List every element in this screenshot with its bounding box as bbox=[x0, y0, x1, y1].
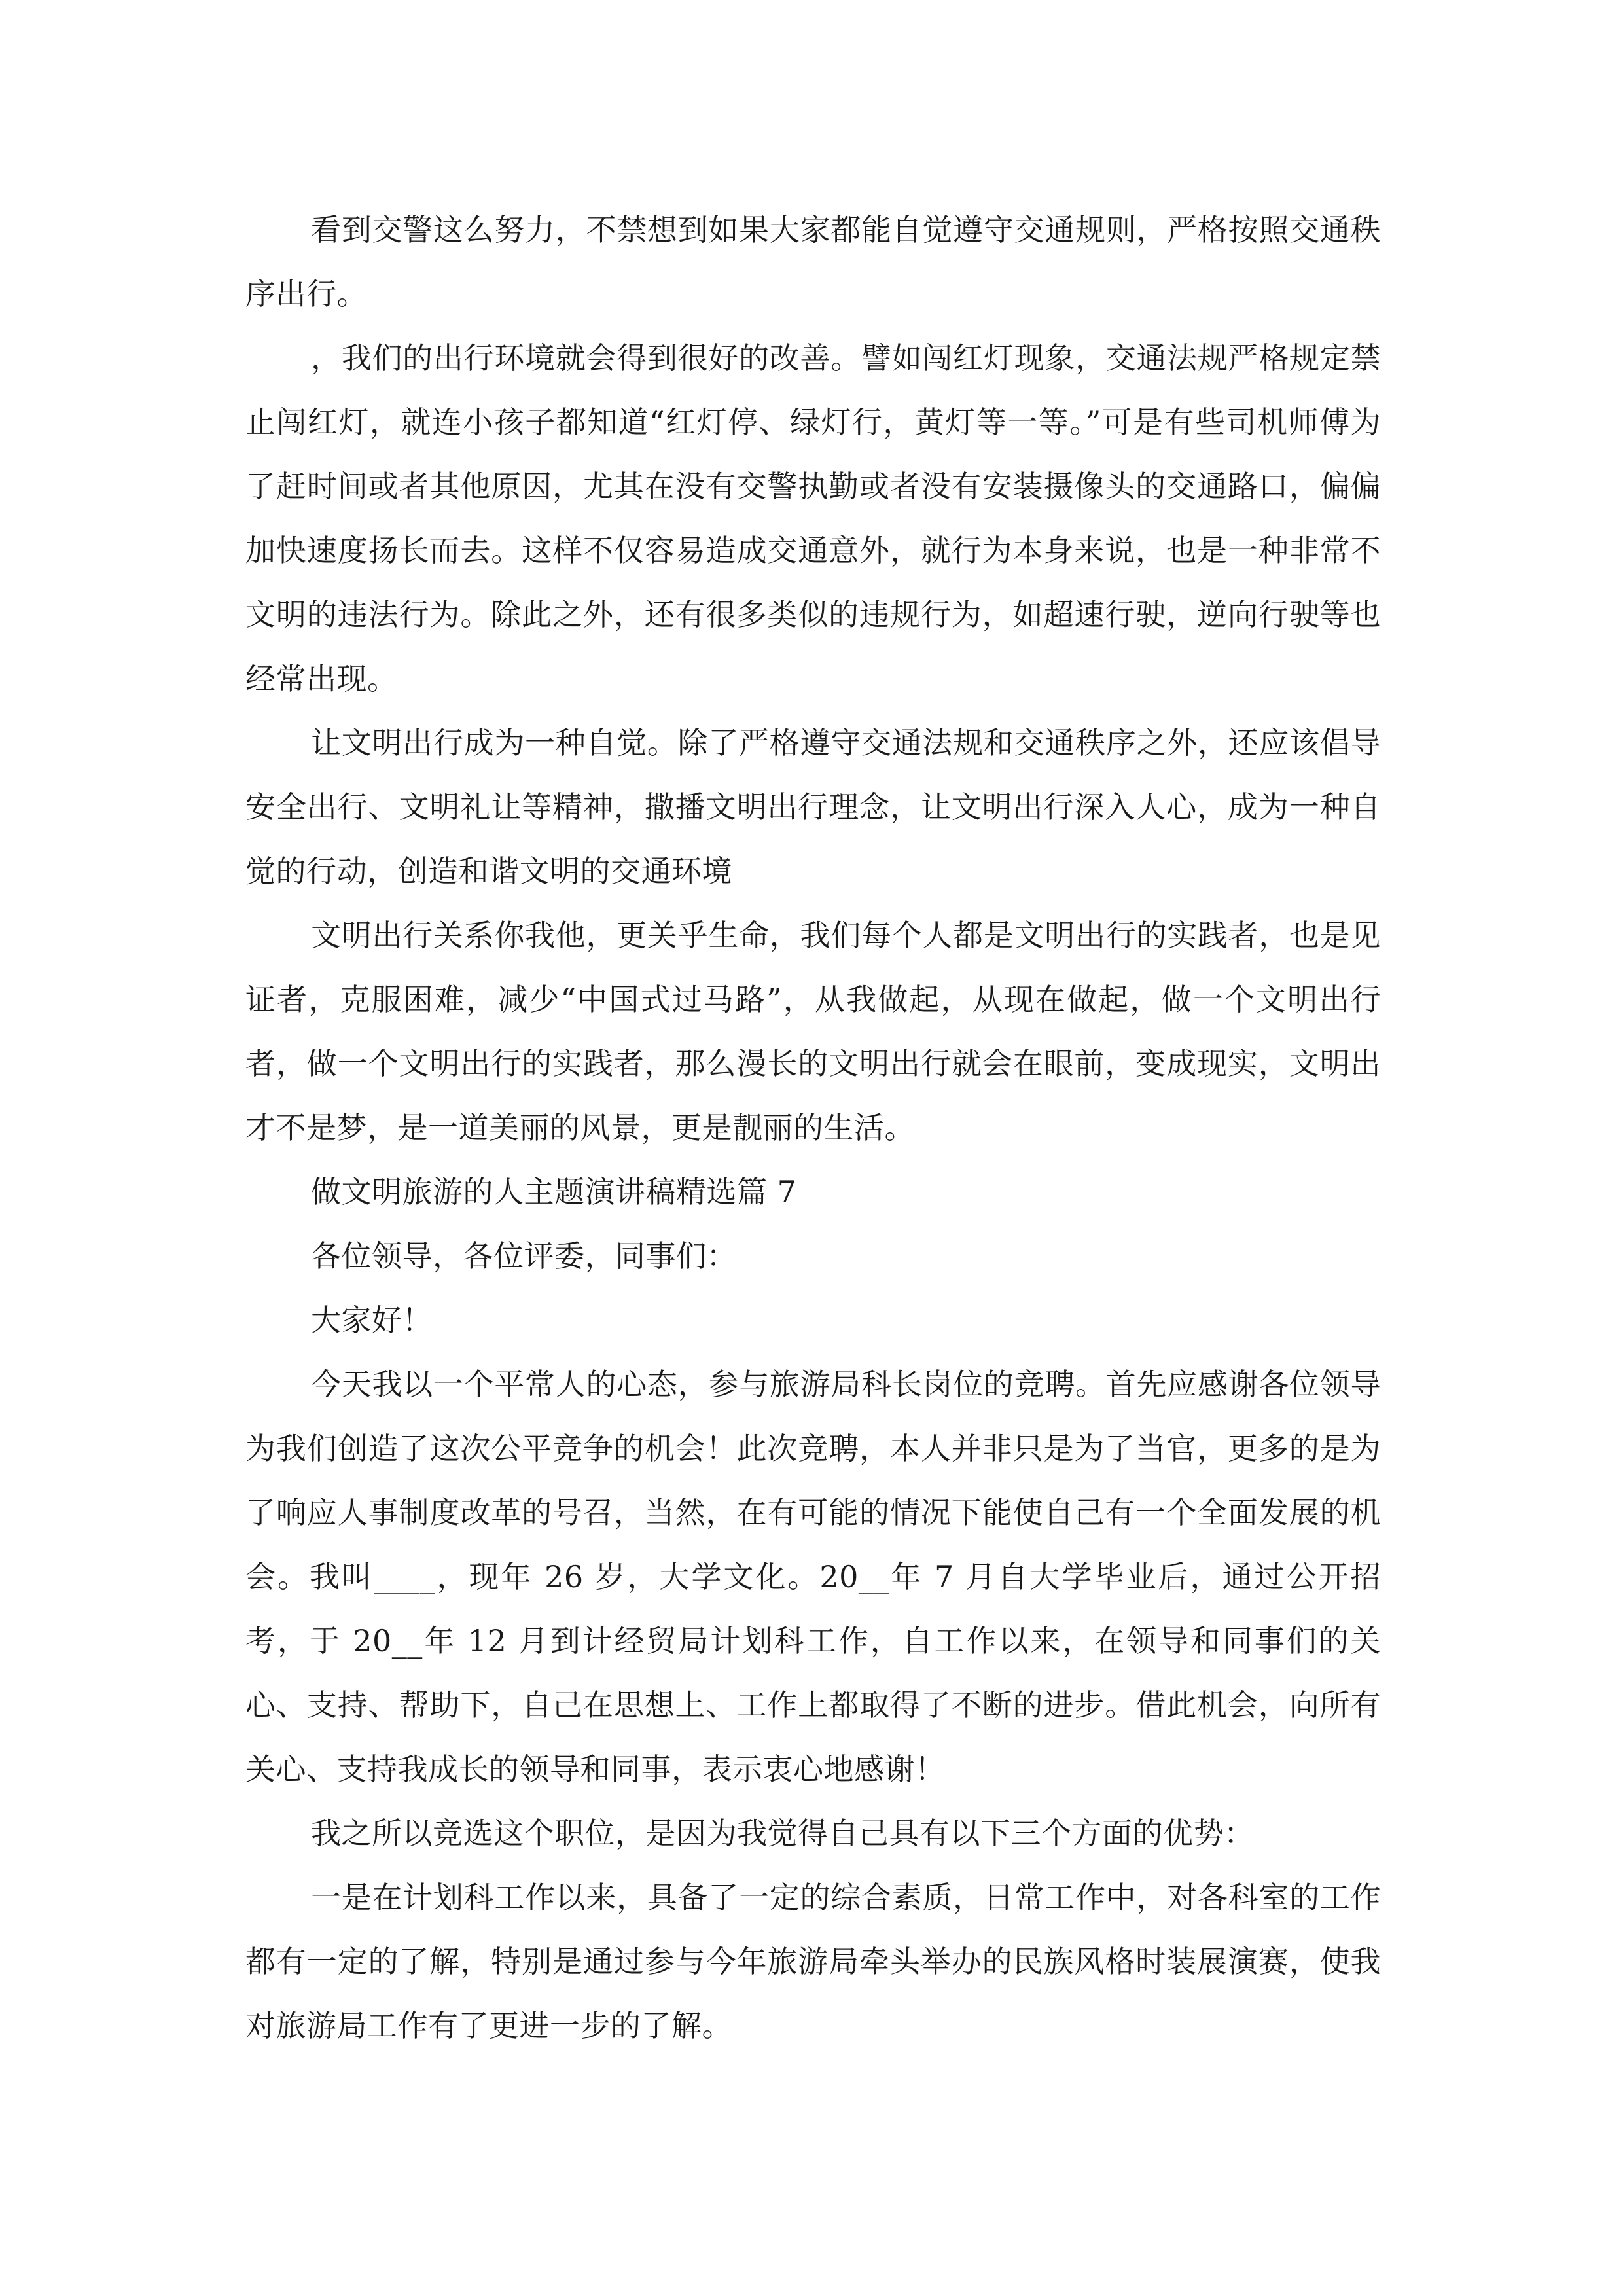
paragraph-4: 文明出行关系你我他，更关乎生命，我们每个人都是文明出行的实践者，也是见证者，克服困难，减少“中国式过马路”，从我做起，从现在做起，做一个文明出行者，做一个文明出行的实践者，那么漫长的文明出行就会在眼前，变成现实，文明出才不是梦，是一道美丽的风景，更是靓丽的生活。 bbox=[245, 918, 1381, 1145]
section-title: 做文明旅游的人主题演讲稿精选篇 7 bbox=[311, 1174, 797, 1210]
paragraph-7: 一是在计划科工作以来，具备了一定的综合素质，日常工作中，对各科室的工作都有一定的了解，特别是通过参与今年旅游局牵头举办的民族风格时装展演赛，使我对旅游局工作有了更进一步的了解。 bbox=[245, 1880, 1381, 2043]
document-body bbox=[245, 198, 1381, 2058]
paragraph-5: 今天我以一个平常人的心态，参与旅游局科长岗位的竞聘。首先应感谢各位领导为我们创造了这次公平竞争的机会！此次竞聘，本人并非只是为了当官，更多的是为了响应人事制度改革的号召，当然，在有可能的情况下能使自己有一个全面发展的机会。我叫____，现年 26 岁，大学文化。20__年 7 月自大学毕业后，通过公开招考，于 20__年 12 月到计经贸局计划科工作，自工作以来，在领导和同事们的关心、支持、帮助下，自己在思想上、工作上都取得了不断的进步。借此机会，向所有关心、支持我成长的领导和同事，表示衷心地感谢！ bbox=[245, 1367, 1381, 1787]
greeting: 大家好！ bbox=[311, 1302, 433, 1338]
paragraph-1: 看到交警这么努力，不禁想到如果大家都能自觉遵守交通规则，严格按照交通秩序出行。 bbox=[245, 212, 1381, 312]
paragraph-6: 我之所以竞选这个职位，是因为我觉得自己具有以下三个方面的优势： bbox=[311, 1816, 1255, 1851]
paragraph-2: ，我们的出行环境就会得到很好的改善。譬如闯红灯现象，交通法规严格规定禁止闯红灯，就连小孩子都知道“红灯停、绿灯行，黄灯等一等。”可是有些司机师傅为了赶时间或者其他原因，尤其在没有交警执勤或者没有安装摄像头的交通路口，偏偏加快速度扬长而去。这样不仅容易造成交通意外，就行为本身来说，也是一种非常不文明的违法行为。除此之外，还有很多类似的违规行为，如超速行驶，逆向行驶等也经常出现。 bbox=[245, 340, 1381, 696]
paragraph-3: 让文明出行成为一种自觉。除了严格遵守交通法规和交通秩序之外，还应该倡导安全出行、文明礼让等精神，撒播文明出行理念，让文明出行深入人心，成为一种自觉的行动，创造和谐文明的交通环境 bbox=[245, 725, 1381, 889]
salutation: 各位领导，各位评委，同事们： bbox=[311, 1238, 737, 1274]
